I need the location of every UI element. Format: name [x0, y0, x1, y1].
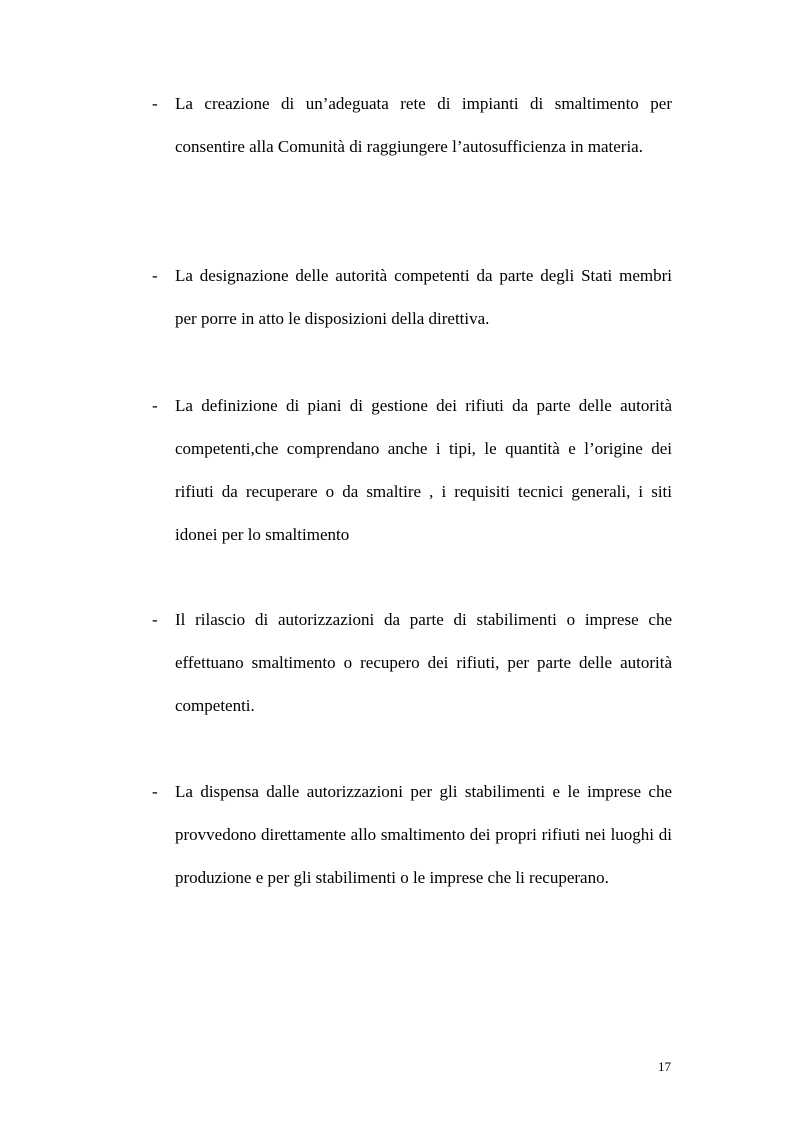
bullet-dash: - [152, 266, 158, 285]
page-number: 17 [658, 1059, 671, 1074]
list-item-text: La creazione di un’adeguata rete di impianti di smaltimento per consentire alla Comunità di raggiungere l’autosufficienza in materia. [175, 94, 672, 156]
list-item-text: Il rilascio di autorizzazioni da parte di stabilimenti o imprese che effettuano smaltimento o recupero dei rifiuti, per parte delle autorità competenti. [175, 610, 672, 715]
bullet-dash: - [152, 396, 158, 415]
bullet-dash: - [152, 94, 158, 113]
list-item-text: La dispensa dalle autorizzazioni per gli stabilimenti e le imprese che provvedono direttamente allo smaltimento dei propri rifiuti nei luoghi di produzione e per gli stabilimenti o le imprese che li recuperano. [175, 782, 672, 887]
list-item-text: La definizione di piani di gestione dei rifiuti da parte delle autorità competenti,che comprendano anche i tipi, le quantità e l’origine dei rifiuti da recuperare o da smaltire , i requisiti tecnici generali, i siti idonei per lo smaltimento [175, 396, 672, 544]
bullet-dash: - [152, 610, 158, 629]
bullet-dash: - [152, 782, 158, 801]
list-item-text: La designazione delle autorità competenti da parte degli Stati membri per porre in atto le disposizioni della direttiva. [175, 266, 672, 328]
